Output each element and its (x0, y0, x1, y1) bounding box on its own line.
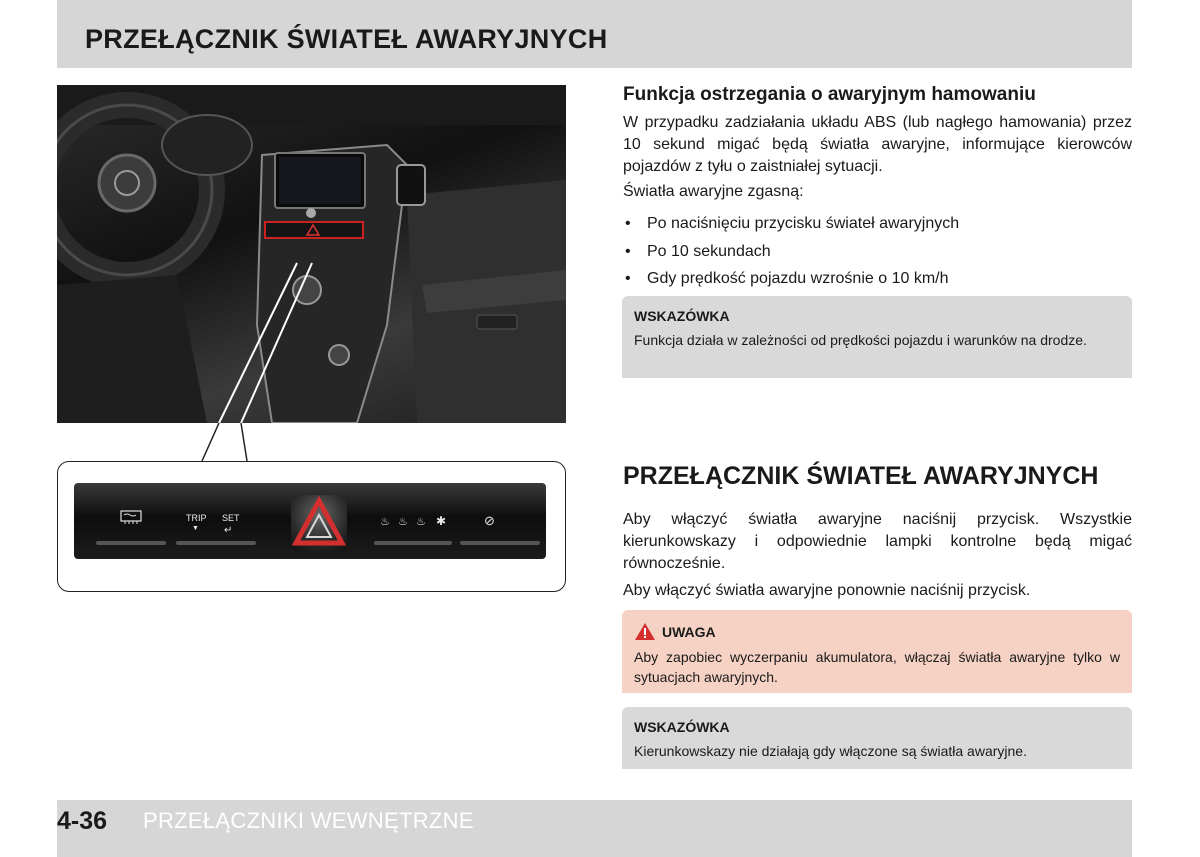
dashboard-illustration (57, 85, 566, 423)
switch-para-2: Aby włączyć światła awaryjne ponownie naciśnij przycisk. (623, 582, 1031, 599)
steering-heater-icon: ⊘ (484, 513, 495, 528)
seat-vent-icon: ✱ (436, 514, 447, 528)
list-item: • Po 10 sekundach (623, 238, 959, 266)
dashboard-photo (57, 85, 566, 423)
button-slot (96, 541, 166, 545)
tip-title: WSKAZÓWKA (634, 719, 730, 735)
tip-text: Kierunkowskazy nie działają gdy włączone są światła awaryjne. (634, 743, 1027, 759)
warning-text: Aby zapobiec wyczerpaniu akumulatora, włączaj światła awaryjne tylko w sytuacjach awaryjnych. (634, 649, 1120, 685)
tip-box-switch (622, 707, 1132, 769)
list-item: • Po naciśnięciu przycisku świateł awaryjnych (623, 210, 959, 238)
control-panel-closeup (57, 461, 566, 592)
button-slot (374, 541, 452, 545)
warning-box (622, 610, 1132, 693)
tip-text: Funkcja działa w zależności od prędkości pojazdu i warunków na drodze. (634, 332, 1087, 348)
warning-triangle-icon (634, 622, 656, 641)
hazard-button[interactable] (291, 495, 347, 551)
warning-title-row (634, 622, 1120, 641)
seat-heater-3-icon: ♨ (416, 516, 426, 528)
brake-off-intro: Światła awaryjne zgasną: (623, 183, 804, 200)
footer-section-name: PRZEŁĄCZNIKI WEWNĘTRZNE (143, 808, 474, 833)
switch-panel (74, 483, 546, 559)
trip-arrow-icon: ▼ (192, 525, 199, 532)
switch-para-1: Aby włączyć światła awaryjne naciśnij przycisk. Wszystkie kierunkowskazy i odpowiednie lampki kontrolne będą migać równocześnie. (623, 511, 1132, 572)
warning-title: UWAGA (662, 623, 716, 640)
hazard-triangle-icon (291, 495, 347, 551)
seat-heater-icon: ♨ (380, 516, 390, 528)
tip-box-brake (622, 296, 1132, 378)
callout-pointer (57, 423, 257, 463)
page-title: PRZEŁĄCZNIK ŚWIATEŁ AWARYJNYCH (85, 24, 608, 54)
button-slot (176, 541, 256, 545)
set-label: SET (222, 513, 240, 523)
set-return-icon: ↵ (224, 525, 233, 536)
rear-defrost-icon (120, 509, 142, 525)
brake-bullet-list (623, 210, 959, 293)
trip-label: TRIP (186, 513, 207, 523)
tip-title: WSKAZÓWKA (634, 308, 730, 324)
seat-heater-2-icon: ♨ (398, 516, 408, 528)
header-bar (57, 0, 1132, 68)
button-slot (460, 541, 540, 545)
brake-heading: Funkcja ostrzegania o awaryjnym hamowaniu (623, 84, 1036, 105)
page-number: 4-36 (57, 807, 108, 835)
list-item: • Gdy prędkość pojazdu wzrośnie o 10 km/h (623, 265, 959, 293)
switch-heading: PRZEŁĄCZNIK ŚWIATEŁ AWARYJNYCH (623, 462, 1099, 490)
brake-intro: W przypadku zadziałania układu ABS (lub nagłego hamowania) przez 10 sekund migać będą światła awaryjne, informujące kierowców pojazdów z tyłu o zaistniałej sytuacji. (623, 114, 1132, 175)
